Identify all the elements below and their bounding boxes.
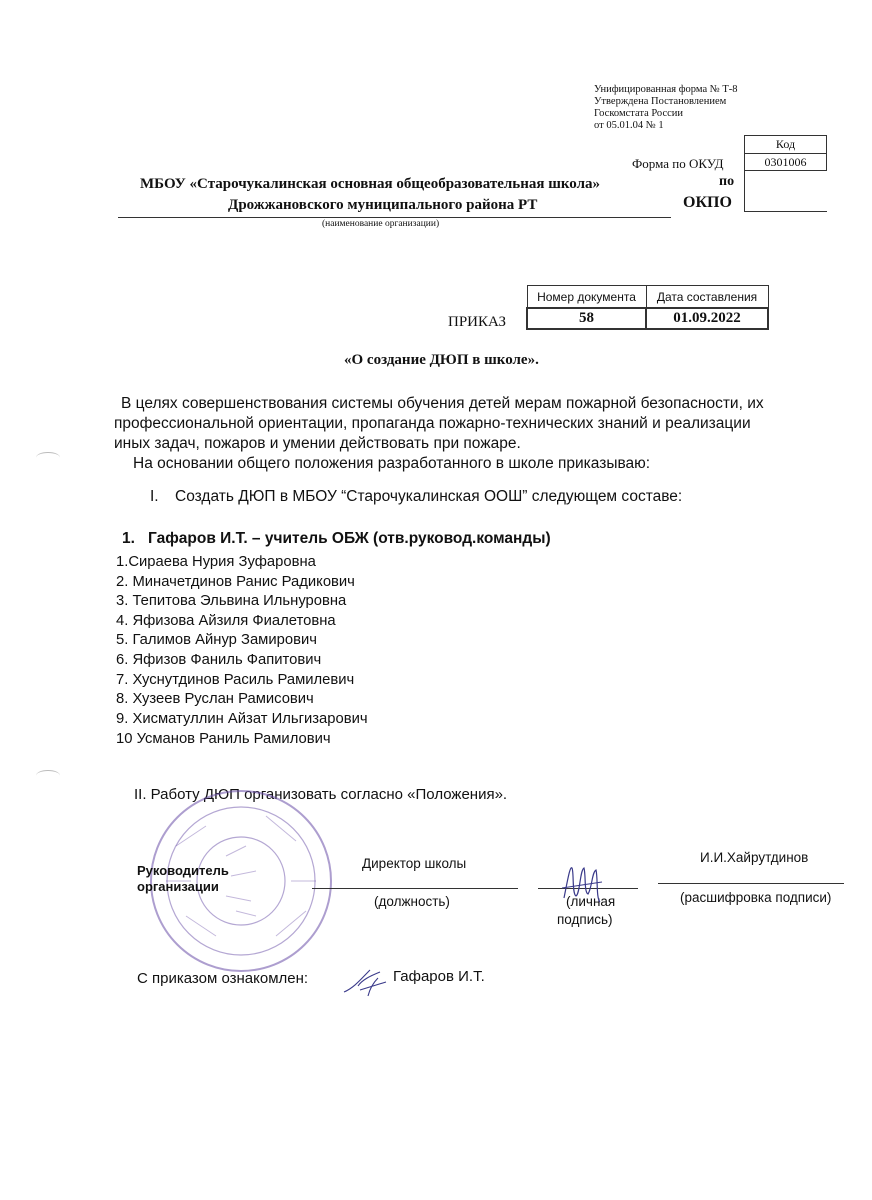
head-label: Руководитель [137,863,229,878]
member-item: 4. Яфизова Айзиля Фиалетовна [116,613,336,629]
document-type: ПРИКАЗ [448,314,506,330]
acquainted-signature [340,962,392,1002]
paragraph-line: профессиональной ориентации, пропаганда пожарно-технических знаний и реализации [114,415,751,432]
member-item: 9. Хисматуллин Айзат Ильгизарович [116,711,368,727]
leader-number: 1. [122,530,135,547]
okud-value: 0301006 [745,154,827,171]
form-info [594,84,738,132]
paragraph-line: На основании общего положения разработанного в школе приказываю: [133,455,651,472]
section2-text: II. Работу ДЮП организовать согласно «Положения». [134,786,508,803]
member-item: 5. Галимов Айнур Замирович [116,632,317,648]
position-caption: (должность) [374,894,450,909]
member-item: 10 Усманов Раниль Рамилович [116,731,331,747]
member-item: 6. Яфизов Фаниль Фапитович [116,652,322,668]
organization-caption: (наименование организации) [322,219,440,229]
number-header: Номер документа [527,286,646,309]
member-item: 1.Сираева Нурия Зуфаровна [116,554,316,570]
document-title: «О создание ДЮП в школе». [344,352,539,368]
acquainted-name: Гафаров И.Т. [393,968,485,985]
okud-label: Форма по ОКУД [632,156,724,171]
acquainted-label: С приказом ознакомлен: [137,970,309,987]
document-table [526,285,769,330]
sign-caption: подпись) [557,912,613,927]
form-info-line: Утверждена Постановлением [594,96,727,107]
codes-header: Код [745,135,827,154]
section1-number: I. [150,488,159,505]
okpo-value [745,171,827,212]
member-item: 3. Тепитова Эльвина Ильнуровна [116,593,347,609]
paragraph-line: иных задач, пожаров и умении действовать при пожаре. [114,435,521,452]
organization-district: Дрожжановского муниципального района РТ [228,197,538,213]
director-signature [560,858,604,910]
director-name: И.И.Хайрутдинов [700,850,809,865]
head-label: организации [137,879,219,894]
member-item: 2. Миначетдинов Ранис Радикович [116,574,355,590]
po-label: по [719,174,735,189]
position-value: Директор школы [362,856,467,871]
document-number: 58 [527,308,646,329]
okpo-label: ОКПО [683,194,732,211]
codes-box [744,135,827,212]
paragraph-line: В целях совершенствования системы обучения детей мерам пожарной безопасности, их [121,395,764,412]
date-header: Дата составления [646,286,768,309]
leader-text: Гафаров И.Т. – учитель ОБЖ (отв.руковод.команды) [148,530,551,547]
punch-hole-mark [36,452,60,463]
name-caption: (расшифровка подписи) [680,890,832,905]
document-date: 01.09.2022 [646,308,768,329]
sign-caption: (личная [566,894,616,909]
name-line [658,883,844,884]
organization-name: МБОУ «Старочукалинская основная общеобразовательная школа» [140,176,601,192]
form-info-line: Госкомстата России [594,108,683,119]
section1-text: Создать ДЮП в МБОУ “Старочукалинская ООШ” следующем составе: [175,488,683,505]
form-info-line: от 05.01.04 № 1 [594,120,664,131]
member-item: 7. Хуснутдинов Расиль Рамилевич [116,672,355,688]
member-item: 8. Хузеев Руслан Рамисович [116,691,314,707]
punch-hole-mark [36,770,60,781]
organization-underline [118,217,671,218]
form-info-line: Унифицированная форма № Т-8 [594,84,738,95]
position-line [312,888,518,889]
